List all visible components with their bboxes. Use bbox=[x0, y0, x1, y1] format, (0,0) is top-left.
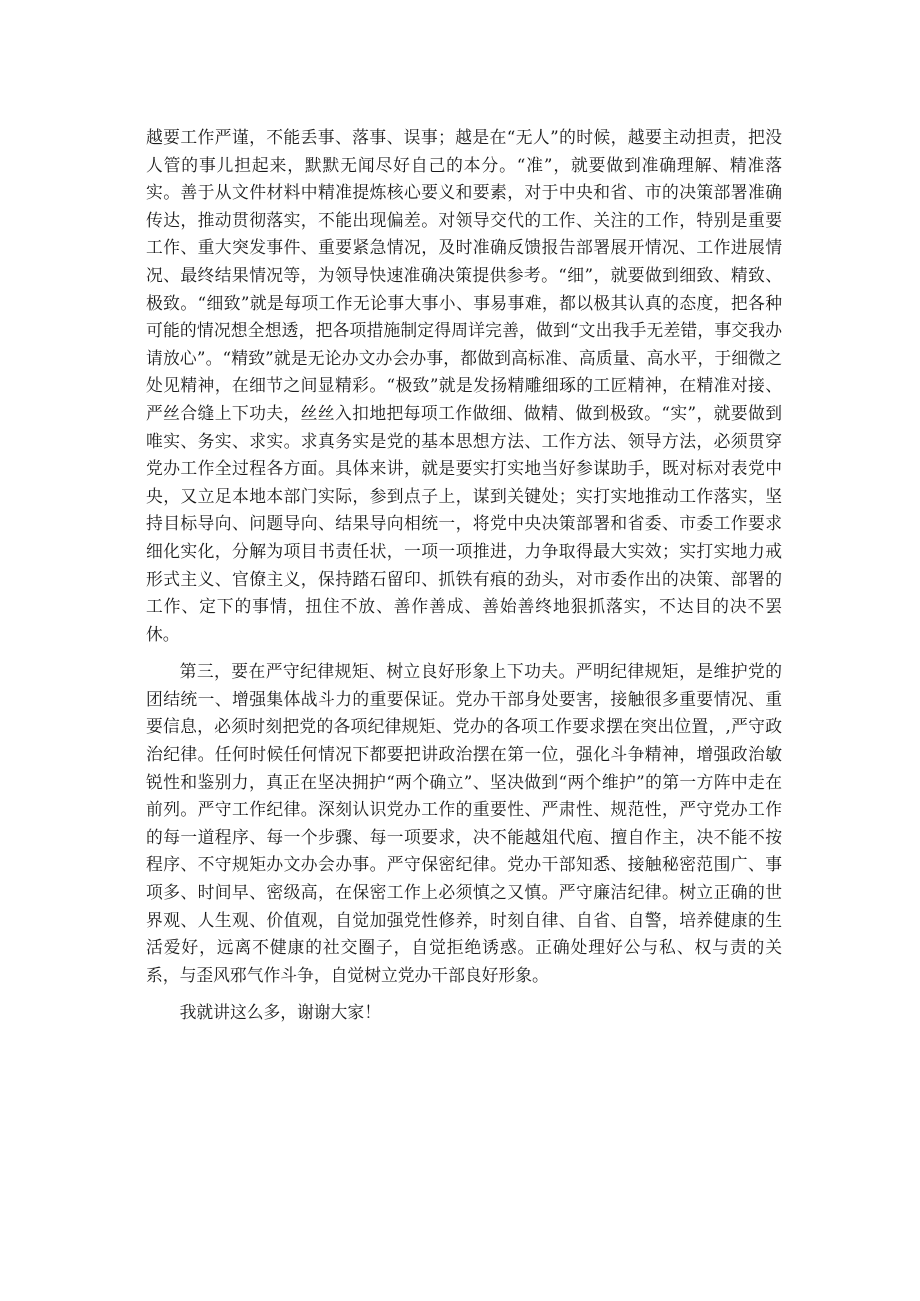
paragraph-continuation: 越要工作严谨，不能丢事、落事、误事；越是在“无人”的时候，越要主动担责，把没人管的事儿担起来，默默无闻尽好自己的本分。“准”，就要做到准确理解、精准落实。善于从文件材料中精准提炼核心要义和要素，对于中央和省、市的决策部署准确传达，推动贯彻落实，不能出现偏差。对领导交代的工作、关注的工作，特别是重要工作、重大突发事件、重要紧急情况，及时准确反馈报告部署展开情况、工作进展情况、最终结果情况等，为领导快速准确决策提供参考。“细”，就要做到细致、精致、极致。“细致”就是每项工作无论事大事小、事易事难，都以极其认真的态度，把各种可能的情况想全想透，把各项措施制定得周详完善，做到“文出我手无差错，事交我办请放心”。“精致”就是无论办文办会办事，都做到高标准、高质量、高水平，于细微之处见精神，在细节之间显精彩。“极致”就是发扬精雕细琢的工匠精神，在精准对接、严丝合缝上下功夫，丝丝入扣地把每项工作做细、做精、做到极致。“实”，就要做到唯实、务实、求实。求真务实是党的基本思想方法、工作方法、领导方法，必须贯穿党办工作全过程各方面。具体来讲，就是要实打实地当好参谋助手，既对标对表党中央，又立足本地本部门实际，参到点子上，谋到关键处；实打实地推动工作落实，坚持目标导向、问题导向、结果导向相统一，将党中央决策部署和省委、市委工作要求细化实化，分解为项目书责任状，一项一项推进，力争取得最大实效；实打实地力戒形式主义、官僚主义，保持踏石留印、抓铁有痕的劲头，对市委作出的决策、部署的工作、定下的事情，扭住不放、善作善成、善始善终地狠抓落实，不达目的决不罢休。 bbox=[146, 127, 782, 644]
paragraph-third-point: 第三，要在严守纪律规矩、树立良好形象上下功夫。严明纪律规矩，是维护党的团结统一、增强集体战斗力的重要保证。党办干部身处要害，接触很多重要情况、重要信息，必须时刻把党的各项纪律规矩、党办的各项工作要求摆在突出位置，,严守政治纪律。任何时候任何情况下都要把讲政治摆在第一位，强化斗争精神，增强政治敏锐性和鉴别力，真正在坚决拥护“两个确立”、坚决做到“两个维护”的第一方阵中走在前列。严守工作纪律。深刻认识党办工作的重要性、严肃性、规范性，严守党办工作的每一道程序、每一个步骤、每一项要求，决不能越俎代庖、擅自作主，决不能不按程序、不守规矩办文办会办事。严守保密纪律。党办干部知悉、接触秘密范围广、事项多、时间早、密级高，在保密工作上必须慎之又慎。严守廉洁纪律。树立正确的世界观、人生观、价值观，自觉加强党性修养，时刻自律、自省、自警，培养健康的生活爱好，远离不健康的社交圈子，自觉拒绝诱惑。正确处理好公与私、权与责的关系，与歪风邪气作斗争，自觉树立党办干部良好形象。 bbox=[146, 661, 782, 985]
document-body bbox=[146, 124, 782, 1027]
closing-remark: 我就讲这么多，谢谢大家！ bbox=[179, 1002, 381, 1023]
